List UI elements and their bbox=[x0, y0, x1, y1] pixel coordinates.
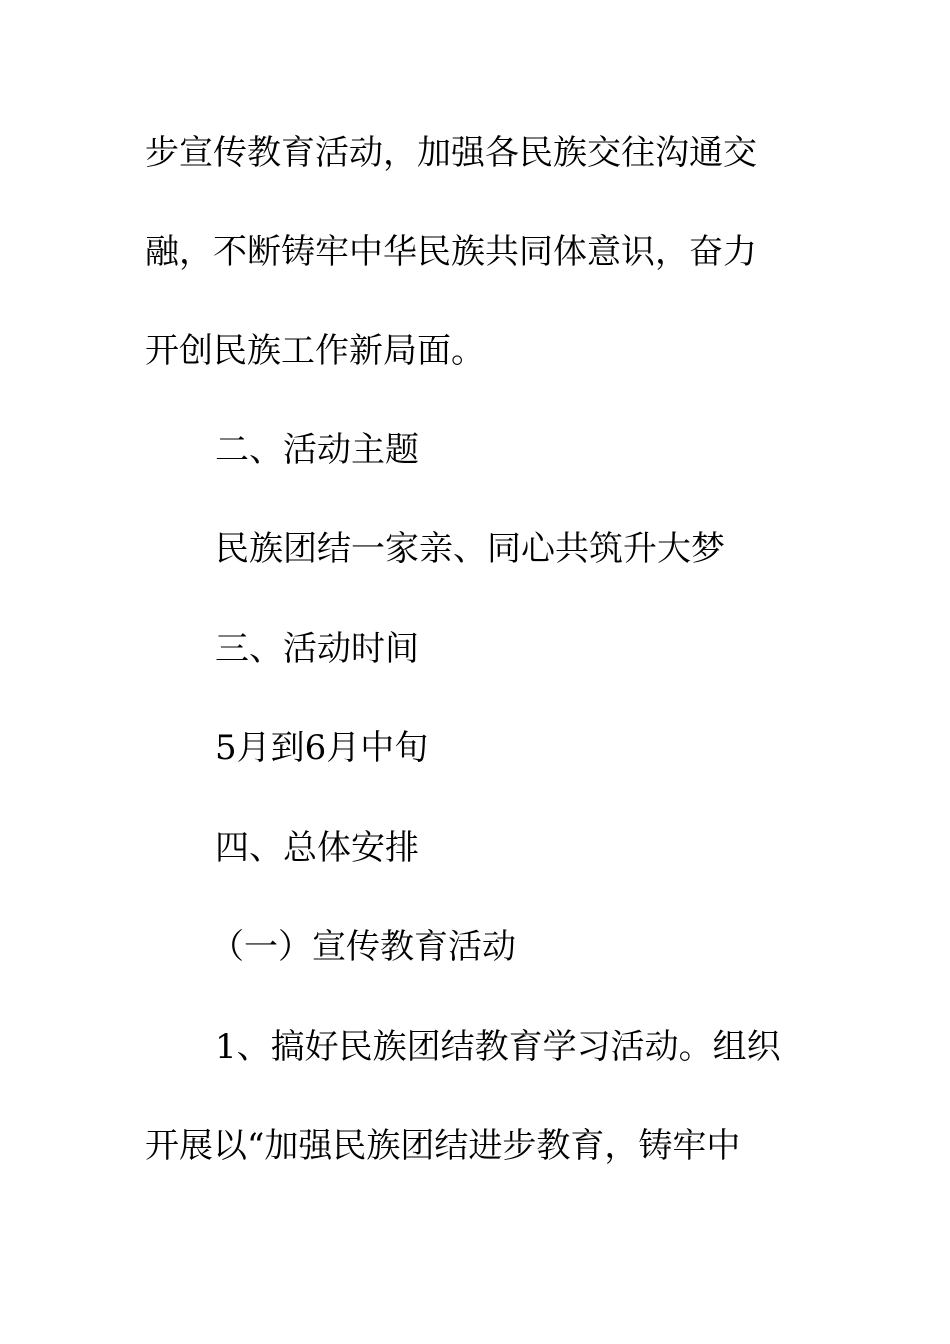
body-text-line: 融，不断铸牢中华民族共同体意识，奋力 bbox=[145, 232, 757, 272]
body-text-line: 1、搞好民族团结教育学习活动。组织 bbox=[215, 1027, 781, 1067]
body-text-line: 开展以“加强民族团结进步教育，铸牢中 bbox=[145, 1126, 741, 1166]
section-heading: 二、活动主题 bbox=[215, 430, 419, 470]
body-text-line: 5月到6月中旬 bbox=[215, 728, 429, 768]
section-heading: 三、活动时间 bbox=[215, 629, 419, 669]
body-text-line: 开创民族工作新局面。 bbox=[145, 331, 485, 371]
subsection-heading: （一）宣传教育活动 bbox=[210, 927, 516, 967]
body-text-line: 民族团结一家亲、同心共筑升大梦 bbox=[215, 529, 725, 569]
section-heading: 四、总体安排 bbox=[215, 828, 419, 868]
body-text-line: 步宣传教育活动，加强各民族交往沟通交 bbox=[145, 133, 757, 173]
